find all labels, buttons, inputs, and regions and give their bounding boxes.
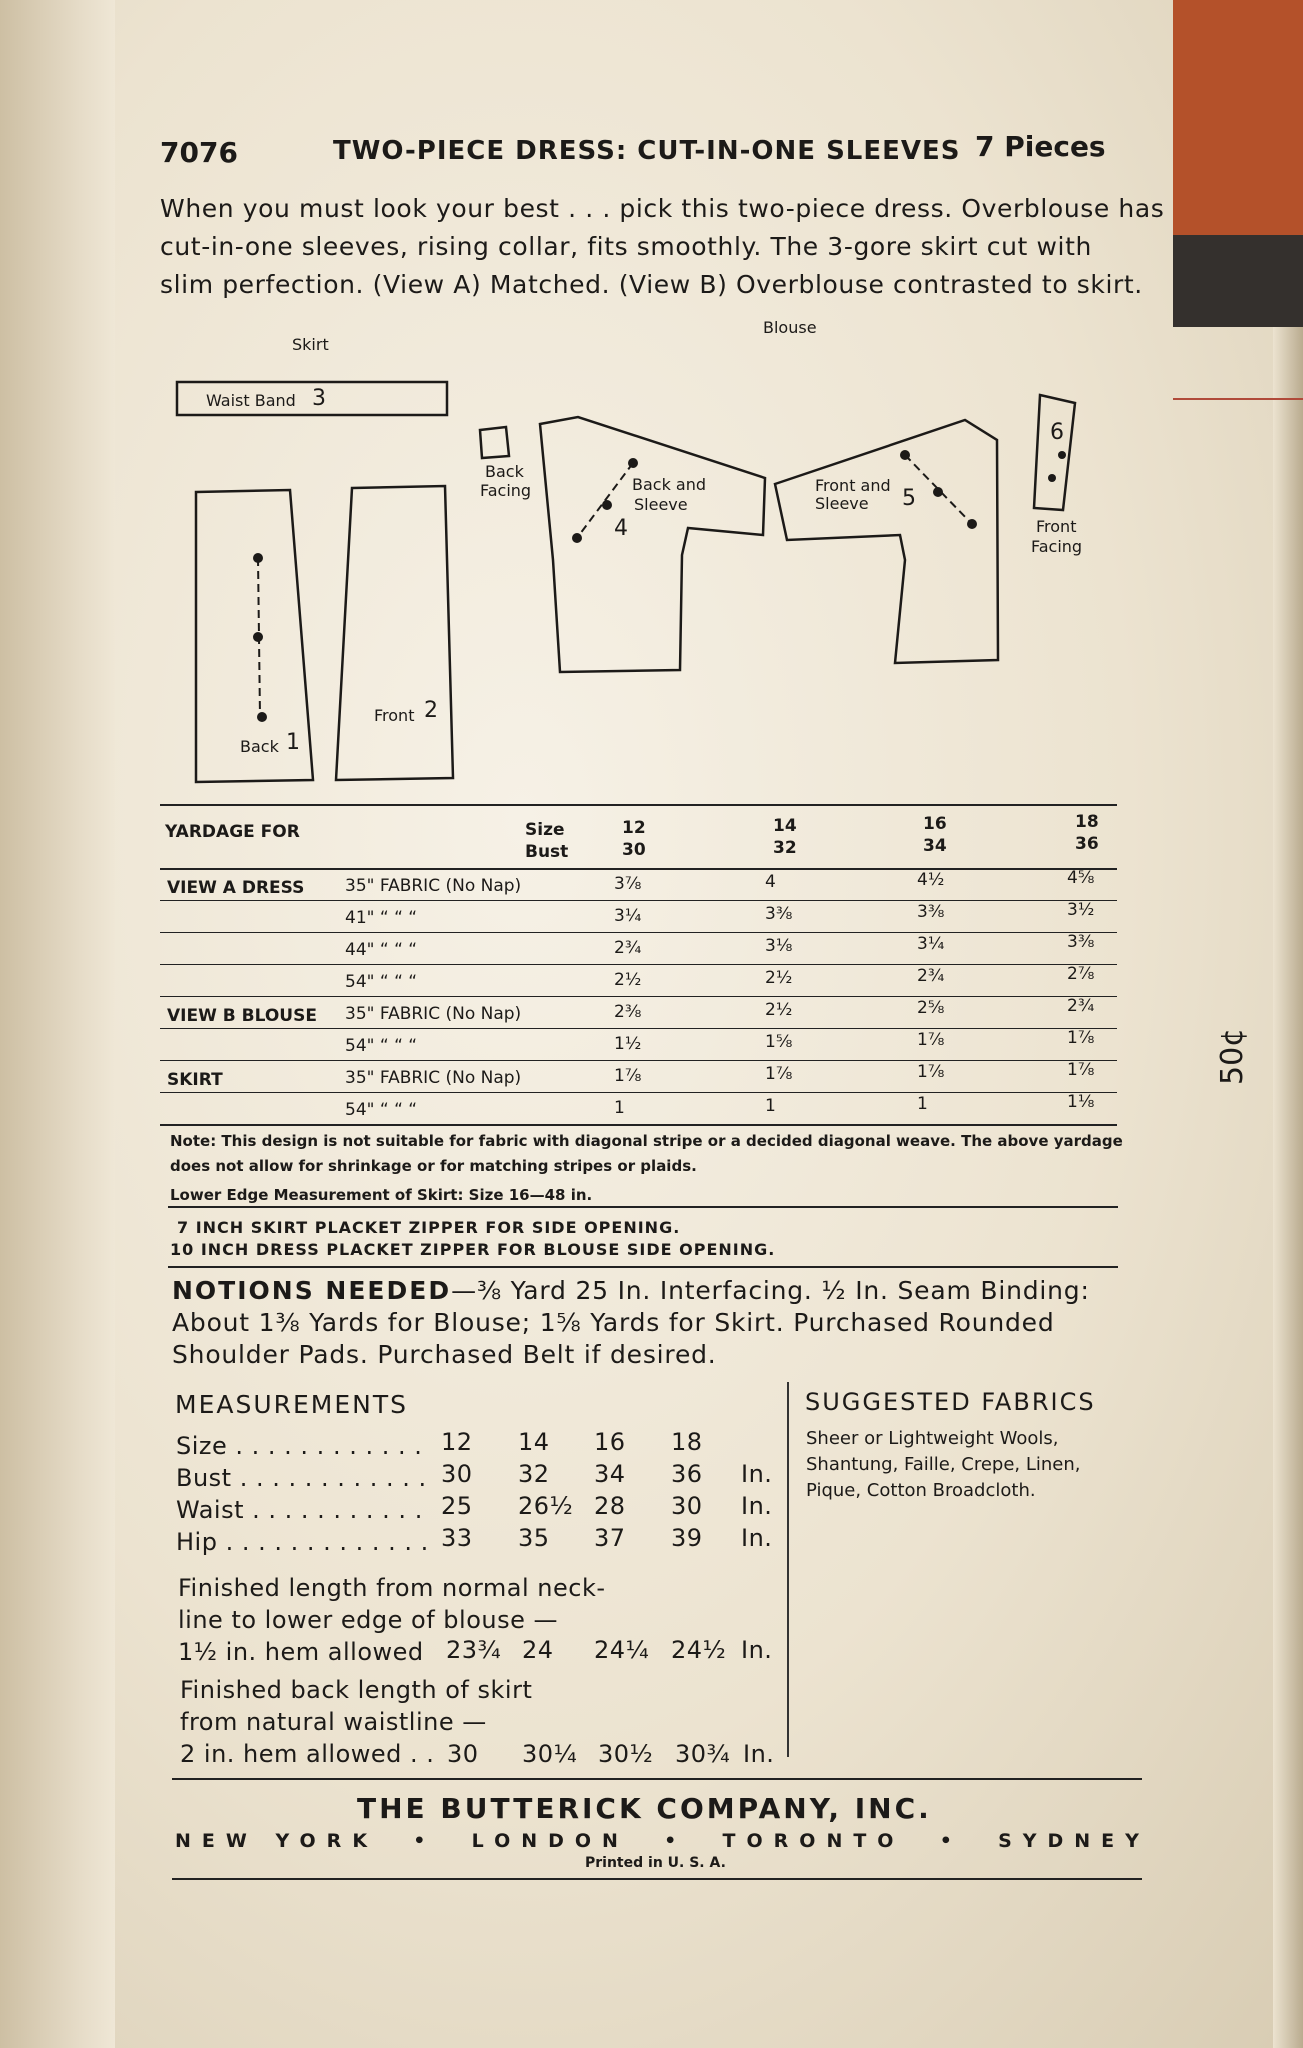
notions-line: Shoulder Pads. Purchased Belt if desired. [172, 1340, 717, 1369]
yardage-cell: 1⅞ [917, 1030, 945, 1050]
yardage-cell: 1⅛ [1067, 1092, 1095, 1112]
back-facing-piece [480, 427, 509, 458]
table-rule [160, 868, 1117, 870]
zipper-line: 7 INCH SKIRT PLACKET ZIPPER FOR SIDE OPENING. [177, 1218, 681, 1237]
yardage-note: Note: This design is not suitable for fabric with diagonal stripe or a decided diagonal weave. The above yardage [170, 1132, 1123, 1150]
yardage-cell: 1⅞ [765, 1064, 793, 1084]
yardage-cell: 3¼ [917, 934, 945, 954]
measure-value: 14 [518, 1428, 550, 1456]
yardage-cell: 1 [917, 1094, 928, 1114]
footer-rule [172, 1878, 1142, 1880]
zipper-line: 10 INCH DRESS PLACKET ZIPPER FOR BLOUSE SIDE OPENING. [170, 1240, 776, 1259]
bust-col: 36 [1075, 834, 1099, 854]
yardage-cell: 4½ [917, 870, 945, 890]
yardage-fabric: 35" FABRIC (No Nap) [345, 1004, 522, 1024]
notions-line: About 1⅜ Yards for Blouse; 1⅝ Yards for Skirt. Purchased Rounded [172, 1308, 1055, 1337]
size-col: 14 [773, 816, 797, 836]
waist-band-label: Waist Band [206, 391, 296, 410]
yardage-group: VIEW B BLOUSE [167, 1006, 317, 1026]
skirt-edge-note: Lower Edge Measurement of Skirt: Size 16—48 in. [170, 1186, 593, 1204]
back-sleeve-number: 4 [614, 516, 628, 541]
yardage-group: VIEW A DRESS [167, 878, 305, 898]
yardage-cell: 3½ [1067, 900, 1095, 920]
blouse-length-value: 23¾ [446, 1636, 502, 1664]
skirt-length-unit: In. [743, 1740, 775, 1768]
yardage-fabric: 41" “ “ “ [345, 908, 418, 928]
measure-value: 30 [671, 1492, 703, 1520]
measure-label: Hip . . . . . . . . . . . . . [176, 1528, 429, 1556]
printed-in: Printed in U. S. A. [585, 1855, 726, 1871]
front-facing-number: 6 [1050, 420, 1064, 445]
fabrics-line: Pique, Cotton Broadcloth. [806, 1480, 1036, 1501]
yardage-cell: 3⅛ [765, 936, 793, 956]
yardage-cell: 1⅞ [1067, 1028, 1095, 1048]
measure-value: 30 [441, 1460, 473, 1488]
company-name: THE BUTTERICK COMPANY, INC. [357, 1792, 932, 1825]
measure-value: 26½ [518, 1492, 574, 1520]
yardage-fabric: 54" “ “ “ [345, 972, 418, 992]
yardage-cell: 1⅞ [917, 1062, 945, 1082]
front-facing-label: Facing [1031, 537, 1083, 556]
yardage-cell: 1½ [614, 1034, 642, 1054]
skirt-back-number: 1 [286, 730, 300, 755]
measure-label: Bust . . . . . . . . . . . . [176, 1464, 427, 1492]
front-facing-label: Front [1036, 517, 1077, 536]
yardage-fabric: 35" FABRIC (No Nap) [345, 1068, 522, 1088]
yardage-cell: 2⅜ [614, 1002, 642, 1022]
measure-value: 16 [594, 1428, 626, 1456]
skirt-length-text: Finished back length of skirt [180, 1676, 533, 1704]
footer-rule [172, 1778, 1142, 1780]
bust-label: Bust [525, 842, 569, 862]
skirt-front-number: 2 [424, 698, 438, 723]
yardage-cell: 3⅞ [614, 874, 642, 894]
measure-value: 35 [518, 1524, 550, 1552]
fabrics-title: SUGGESTED FABRICS [805, 1388, 1096, 1416]
yardage-cell: 1 [765, 1096, 776, 1116]
table-rule [160, 996, 1117, 997]
column-divider [787, 1382, 789, 1757]
measure-label: Waist . . . . . . . . . . . [176, 1496, 423, 1524]
measure-value: 12 [441, 1428, 473, 1456]
yardage-cell: 4⅝ [1067, 868, 1095, 888]
fabrics-line: Shantung, Faille, Crepe, Linen, [806, 1454, 1081, 1475]
notions-title: NOTIONS NEEDED [172, 1276, 452, 1305]
yardage-cell: 1 [614, 1098, 625, 1118]
front-sleeve-label: Front and [815, 476, 891, 495]
blouse-length-text: line to lower edge of blouse — [178, 1606, 558, 1634]
measure-value: 28 [594, 1492, 626, 1520]
yardage-cell: 2¾ [614, 938, 642, 958]
table-rule [160, 964, 1117, 965]
size-col: 16 [923, 814, 947, 834]
skirt-length-value: 30¼ [522, 1740, 578, 1768]
yardage-cell: 2½ [765, 968, 793, 988]
back-sleeve-label: Sleeve [634, 495, 688, 514]
yardage-cell: 2½ [765, 1000, 793, 1020]
bust-col: 34 [923, 836, 947, 856]
yardage-cell: 1⅝ [765, 1032, 793, 1052]
price-label: 50¢ [1215, 1027, 1250, 1085]
measure-value: 25 [441, 1492, 473, 1520]
table-rule [160, 1028, 1117, 1029]
yardage-cell: 3⅜ [1067, 932, 1095, 952]
yardage-note: does not allow for shrinkage or for matching stripes or plaids. [170, 1157, 697, 1175]
skirt-length-value: 30 [447, 1740, 479, 1768]
measure-unit: In. [741, 1460, 773, 1488]
yardage-cell: 2⅞ [1067, 964, 1095, 984]
skirt-label: Skirt [292, 335, 329, 354]
table-rule [160, 804, 1117, 806]
blouse-length-value: 24½ [671, 1636, 727, 1664]
blouse-length-value: 24 [522, 1636, 554, 1664]
measure-value: 39 [671, 1524, 703, 1552]
measure-value: 32 [518, 1460, 550, 1488]
yardage-fabric: 54" “ “ “ [345, 1036, 418, 1056]
yardage-title: YARDAGE FOR [165, 822, 300, 842]
pieces-count: 7 Pieces [975, 130, 1106, 163]
blouse-length-unit: In. [741, 1636, 773, 1664]
waist-band-number: 3 [312, 386, 326, 411]
pattern-number: 7076 [160, 136, 238, 169]
size-col: 18 [1075, 812, 1099, 832]
skirt-length-text: 2 in. hem allowed . . [180, 1740, 435, 1768]
fabrics-line: Sheer or Lightweight Wools, [806, 1428, 1059, 1449]
measure-value: 34 [594, 1460, 626, 1488]
blouse-length-text: 1½ in. hem allowed [178, 1638, 424, 1666]
skirt-length-value: 30½ [598, 1740, 654, 1768]
yardage-cell: 2¾ [1067, 996, 1095, 1016]
back-sleeve-piece [540, 417, 765, 672]
front-facing-piece [1034, 395, 1075, 510]
pattern-title: TWO-PIECE DRESS: CUT-IN-ONE SLEEVES [333, 136, 961, 166]
back-facing-label: Back [485, 462, 524, 481]
blouse-length-value: 24¼ [594, 1636, 650, 1664]
yardage-cell: 3⅜ [765, 904, 793, 924]
skirt-front-piece [336, 486, 453, 780]
back-facing-label: Facing [480, 481, 532, 500]
measure-value: 18 [671, 1428, 703, 1456]
measurements-title: MEASUREMENTS [175, 1390, 409, 1419]
bust-col: 32 [773, 838, 797, 858]
yardage-cell: 3⅜ [917, 902, 945, 922]
intro-line: cut-in-one sleeves, rising collar, fits smoothly. The 3-gore skirt cut with [160, 232, 1092, 261]
skirt-front-label: Front [374, 706, 415, 725]
yardage-fabric: 35" FABRIC (No Nap) [345, 876, 522, 896]
intro-line: slim perfection. (View A) Matched. (View B) Overblouse contrasted to skirt. [160, 270, 1143, 299]
pattern-pieces-diagram [0, 0, 1303, 800]
table-rule [160, 900, 1117, 901]
yardage-cell: 2½ [614, 970, 642, 990]
size-col: 12 [622, 818, 646, 838]
yardage-cell: 4 [765, 872, 776, 892]
yardage-cell: 2¾ [917, 966, 945, 986]
table-rule [160, 1060, 1117, 1061]
measure-value: 36 [671, 1460, 703, 1488]
measure-unit: In. [741, 1524, 773, 1552]
yardage-cell: 3¼ [614, 906, 642, 926]
blouse-label: Blouse [763, 318, 817, 337]
measure-value: 37 [594, 1524, 626, 1552]
intro-line: When you must look your best . . . pick this two-piece dress. Overblouse has [160, 194, 1165, 223]
table-rule [160, 932, 1117, 933]
yardage-cell: 1⅞ [614, 1066, 642, 1086]
yardage-cell: 1⅞ [1067, 1060, 1095, 1080]
yardage-cell: 2⅝ [917, 998, 945, 1018]
notions-line: —⅜ Yard 25 In. Interfacing. ½ In. Seam Binding: [451, 1276, 1090, 1305]
section-rule [168, 1206, 1118, 1208]
front-sleeve-piece [775, 420, 998, 663]
company-cities: NEW YORK • LONDON • TORONTO • SYDNEY [175, 1830, 1150, 1852]
table-rule [160, 1092, 1117, 1093]
back-sleeve-label: Back and [632, 475, 707, 494]
measure-value: 33 [441, 1524, 473, 1552]
yardage-group: SKIRT [167, 1070, 223, 1090]
front-sleeve-number: 5 [902, 486, 916, 511]
yardage-fabric: 54" “ “ “ [345, 1100, 418, 1120]
front-sleeve-label: Sleeve [815, 494, 869, 513]
skirt-length-text: from natural waistline — [180, 1708, 487, 1736]
blouse-length-text: Finished length from normal neck- [178, 1574, 606, 1602]
section-rule [168, 1266, 1118, 1268]
size-label: Size [525, 820, 565, 840]
skirt-back-label: Back [240, 737, 279, 756]
skirt-length-value: 30¾ [675, 1740, 731, 1768]
measure-unit: In. [741, 1492, 773, 1520]
yardage-fabric: 44" “ “ “ [345, 940, 418, 960]
bust-col: 30 [622, 840, 646, 860]
measure-label: Size . . . . . . . . . . . . [176, 1432, 423, 1460]
table-rule [160, 1124, 1117, 1126]
